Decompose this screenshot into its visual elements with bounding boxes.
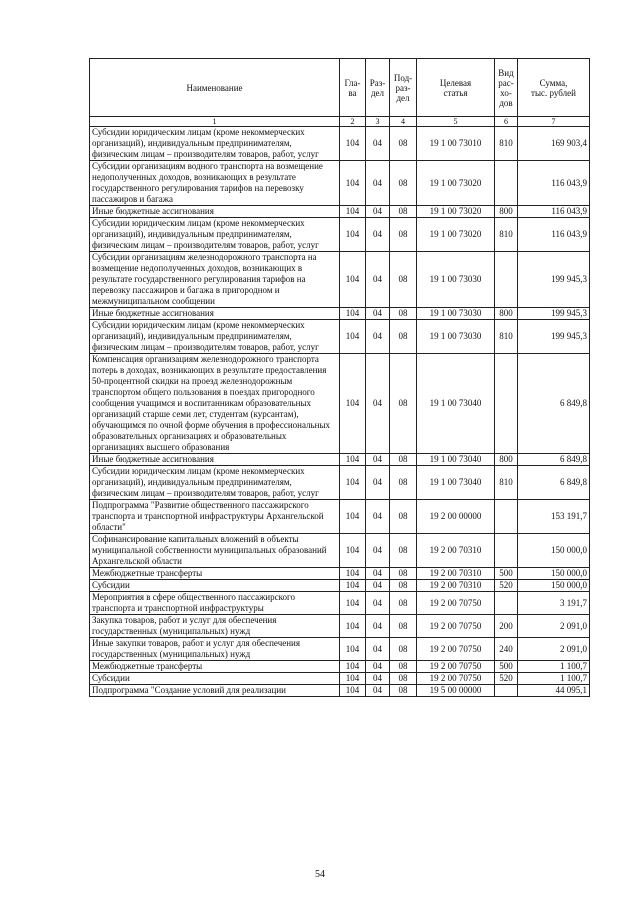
- row-chapter: 104: [340, 466, 366, 500]
- row-target: 19 1 00 73020: [417, 206, 495, 218]
- row-chapter: 104: [340, 161, 366, 206]
- table-row: [90, 638, 590, 661]
- table-row: [90, 673, 590, 685]
- row-type: 810: [495, 127, 518, 161]
- row-sum: 44 095,1: [518, 685, 590, 697]
- row-target: 19 2 00 70750: [417, 661, 495, 673]
- row-target: 19 2 00 70310: [417, 568, 495, 580]
- row-sum: 6 849,8: [518, 354, 590, 454]
- row-sum: 116 043,9: [518, 161, 590, 206]
- row-chapter: 104: [340, 354, 366, 454]
- header-target: Целевая статья: [417, 59, 495, 117]
- page-number: 54: [315, 869, 325, 880]
- table-row: [90, 218, 590, 252]
- row-chapter: 104: [340, 638, 366, 661]
- row-target: 19 1 00 73030: [417, 320, 495, 354]
- row-name: Субсидии юридическим лицам (кроме некоммерческих организаций), индивидуальным предпринимателям, физическим лицам – производителям товаров, работ, услуг: [90, 218, 340, 252]
- row-type: 200: [495, 615, 518, 638]
- budget-table: [89, 58, 590, 697]
- row-subsection: 08: [390, 218, 417, 252]
- row-section: 04: [366, 534, 390, 568]
- row-type: 500: [495, 568, 518, 580]
- column-number: 3: [366, 117, 390, 127]
- row-name: Субсидии организациям водного транспорта на возмещение недополученных доходов, возникающих в результате государственного регулирования тарифов на перевозку пассажиров и багажа: [90, 161, 340, 206]
- table-row: [90, 661, 590, 673]
- row-section: 04: [366, 685, 390, 697]
- row-type: 800: [495, 308, 518, 320]
- row-sum: 169 903,4: [518, 127, 590, 161]
- row-target: 19 1 00 73010: [417, 127, 495, 161]
- row-subsection: 08: [390, 615, 417, 638]
- row-chapter: 104: [340, 206, 366, 218]
- row-section: 04: [366, 673, 390, 685]
- row-sum: 1 100,7: [518, 673, 590, 685]
- row-subsection: 08: [390, 500, 417, 534]
- row-subsection: 08: [390, 161, 417, 206]
- row-type: 240: [495, 638, 518, 661]
- row-subsection: 08: [390, 592, 417, 615]
- row-chapter: 104: [340, 127, 366, 161]
- row-chapter: 104: [340, 685, 366, 697]
- row-name: Субсидии: [90, 673, 340, 685]
- row-target: 19 2 00 70750: [417, 615, 495, 638]
- row-type: [495, 161, 518, 206]
- column-number: 6: [495, 117, 518, 127]
- row-type: 520: [495, 580, 518, 592]
- row-name: Иные закупки товаров, работ и услуг для обеспечения государственных (муниципальных) нужд: [90, 638, 340, 661]
- row-section: 04: [366, 354, 390, 454]
- table-row: [90, 127, 590, 161]
- row-type: 810: [495, 466, 518, 500]
- row-target: 19 5 00 00000: [417, 685, 495, 697]
- row-name: Мероприятия в сфере общественного пассажирского транспорта и транспортной инфраструктуры: [90, 592, 340, 615]
- row-section: 04: [366, 466, 390, 500]
- row-name: Софинансирование капитальных вложений в объекты муниципальной собственности муниципальных образований Архангельской области: [90, 534, 340, 568]
- row-name: Субсидии: [90, 580, 340, 592]
- table-row: [90, 454, 590, 466]
- row-sum: 2 091,0: [518, 615, 590, 638]
- row-sum: 6 849,8: [518, 466, 590, 500]
- row-subsection: 08: [390, 466, 417, 500]
- row-name: Подпрограмма "Развитие общественного пассажирского транспорта и транспортной инфраструктуры Архангельской области": [90, 500, 340, 534]
- table-row: [90, 580, 590, 592]
- row-chapter: 104: [340, 500, 366, 534]
- table-row: [90, 615, 590, 638]
- row-section: 04: [366, 580, 390, 592]
- row-sum: 6 849,8: [518, 454, 590, 466]
- row-subsection: 08: [390, 685, 417, 697]
- row-section: 04: [366, 500, 390, 534]
- row-chapter: 104: [340, 615, 366, 638]
- row-chapter: 104: [340, 534, 366, 568]
- row-section: 04: [366, 161, 390, 206]
- row-sum: 2 091,0: [518, 638, 590, 661]
- row-target: 19 1 00 73030: [417, 252, 495, 308]
- row-type: 810: [495, 320, 518, 354]
- row-type: [495, 592, 518, 615]
- row-subsection: 08: [390, 534, 417, 568]
- row-subsection: 08: [390, 580, 417, 592]
- row-chapter: 104: [340, 252, 366, 308]
- header-row: [90, 59, 590, 117]
- row-sum: 3 191,7: [518, 592, 590, 615]
- row-subsection: 08: [390, 308, 417, 320]
- row-subsection: 08: [390, 206, 417, 218]
- header-chapter: Гла- ва: [340, 59, 366, 117]
- header-sum: Сумма, тыс. рублей: [518, 59, 590, 117]
- row-section: 04: [366, 454, 390, 466]
- row-section: 04: [366, 127, 390, 161]
- row-sum: 1 100,7: [518, 661, 590, 673]
- row-name: Иные бюджетные ассигнования: [90, 308, 340, 320]
- row-target: 19 2 00 70750: [417, 673, 495, 685]
- row-sum: 150 000,0: [518, 534, 590, 568]
- row-target: 19 1 00 73020: [417, 218, 495, 252]
- column-number: 7: [518, 117, 590, 127]
- row-target: 19 1 00 73030: [417, 308, 495, 320]
- row-sum: 199 945,3: [518, 252, 590, 308]
- row-sum: 199 945,3: [518, 308, 590, 320]
- row-name: Межбюджетные трансферты: [90, 661, 340, 673]
- row-chapter: 104: [340, 320, 366, 354]
- column-number: 5: [417, 117, 495, 127]
- row-name: Иные бюджетные ассигнования: [90, 454, 340, 466]
- row-target: 19 2 00 70750: [417, 638, 495, 661]
- row-type: [495, 500, 518, 534]
- table-body: [90, 127, 590, 697]
- row-subsection: 08: [390, 661, 417, 673]
- row-section: 04: [366, 218, 390, 252]
- row-section: 04: [366, 568, 390, 580]
- table-row: [90, 161, 590, 206]
- row-type: 800: [495, 454, 518, 466]
- table-row: [90, 206, 590, 218]
- row-sum: 153 191,7: [518, 500, 590, 534]
- row-name: Субсидии юридическим лицам (кроме некоммерческих организаций), индивидуальным предпринимателям, физическим лицам – производителям товаров, работ, услуг: [90, 127, 340, 161]
- row-chapter: 104: [340, 592, 366, 615]
- row-name: Компенсация организациям железнодорожного транспорта потерь в доходах, возникающих в результате предоставления 50-процентной скидки на проезд железнодорожным транспортом общего пользования в поездах пригородного сообщения учащимся и воспитанникам образовательных организаций старше семи лет, студентам (курсантам), обучающимся по очной форме обучения в профессиональных образовательных организациях и образовательных организациях высшего образования: [90, 354, 340, 454]
- table-row: [90, 592, 590, 615]
- table-row: [90, 685, 590, 697]
- row-subsection: 08: [390, 354, 417, 454]
- row-subsection: 08: [390, 252, 417, 308]
- header-type: Вид рас- хо- дов: [495, 59, 518, 117]
- row-type: 520: [495, 673, 518, 685]
- row-chapter: 104: [340, 661, 366, 673]
- header-name: Наименование: [90, 59, 340, 117]
- row-target: 19 2 00 70750: [417, 592, 495, 615]
- row-target: 19 2 00 70310: [417, 580, 495, 592]
- row-subsection: 08: [390, 568, 417, 580]
- table-row: [90, 308, 590, 320]
- row-target: 19 2 00 00000: [417, 500, 495, 534]
- row-name: Субсидии юридическим лицам (кроме некоммерческих организаций), индивидуальным предпринимателям, физическим лицам – производителям товаров, работ, услуг: [90, 320, 340, 354]
- row-section: 04: [366, 320, 390, 354]
- header-subsection: Под- раз- дел: [390, 59, 417, 117]
- row-subsection: 08: [390, 127, 417, 161]
- table-row: [90, 534, 590, 568]
- row-chapter: 104: [340, 580, 366, 592]
- row-sum: 116 043,9: [518, 206, 590, 218]
- row-section: 04: [366, 638, 390, 661]
- table-row: [90, 320, 590, 354]
- row-chapter: 104: [340, 673, 366, 685]
- row-name: Подпрограмма "Создание условий для реализации: [90, 685, 340, 697]
- column-number: 1: [90, 117, 340, 127]
- row-type: 810: [495, 218, 518, 252]
- row-section: 04: [366, 592, 390, 615]
- header-section: Раз- дел: [366, 59, 390, 117]
- row-sum: 150 000,0: [518, 580, 590, 592]
- row-type: [495, 354, 518, 454]
- table-row: [90, 568, 590, 580]
- row-section: 04: [366, 661, 390, 673]
- column-number-row: [90, 117, 590, 127]
- row-name: Субсидии юридическим лицам (кроме некоммерческих организаций), индивидуальным предпринимателям, физическим лицам – производителям товаров, работ, услуг: [90, 466, 340, 500]
- row-sum: 199 945,3: [518, 320, 590, 354]
- table-row: [90, 252, 590, 308]
- row-section: 04: [366, 308, 390, 320]
- row-chapter: 104: [340, 218, 366, 252]
- row-target: 19 1 00 73020: [417, 161, 495, 206]
- row-subsection: 08: [390, 320, 417, 354]
- row-type: 500: [495, 661, 518, 673]
- row-subsection: 08: [390, 673, 417, 685]
- row-chapter: 104: [340, 308, 366, 320]
- row-sum: 150 000,0: [518, 568, 590, 580]
- row-type: [495, 534, 518, 568]
- row-target: 19 1 00 73040: [417, 454, 495, 466]
- row-name: Иные бюджетные ассигнования: [90, 206, 340, 218]
- column-number: 2: [340, 117, 366, 127]
- row-subsection: 08: [390, 454, 417, 466]
- row-section: 04: [366, 206, 390, 218]
- row-target: 19 2 00 70310: [417, 534, 495, 568]
- row-target: 19 1 00 73040: [417, 466, 495, 500]
- row-chapter: 104: [340, 568, 366, 580]
- row-section: 04: [366, 252, 390, 308]
- row-target: 19 1 00 73040: [417, 354, 495, 454]
- row-type: [495, 685, 518, 697]
- table-row: [90, 354, 590, 454]
- table-row: [90, 466, 590, 500]
- row-name: Закупка товаров, работ и услуг для обеспечения государственных (муниципальных) нужд: [90, 615, 340, 638]
- row-type: 800: [495, 206, 518, 218]
- row-name: Межбюджетные трансферты: [90, 568, 340, 580]
- row-sum: 116 043,9: [518, 218, 590, 252]
- row-subsection: 08: [390, 638, 417, 661]
- row-name: Субсидии организациям железнодорожного транспорта на возмещение недополученных доходов, возникающих в результате государственного регулирования тарифов на перевозку пассажиров и багажа в пригородном и межмуниципальном сообщении: [90, 252, 340, 308]
- row-type: [495, 252, 518, 308]
- row-chapter: 104: [340, 454, 366, 466]
- row-section: 04: [366, 615, 390, 638]
- table-row: [90, 500, 590, 534]
- column-number: 4: [390, 117, 417, 127]
